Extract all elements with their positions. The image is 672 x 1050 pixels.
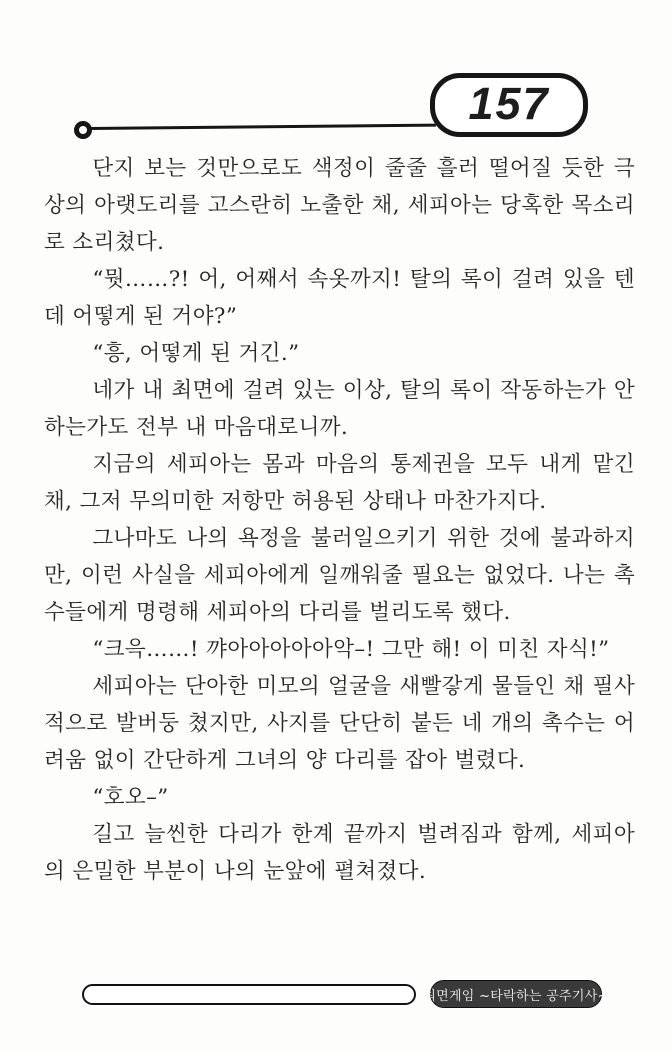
paragraph: 길고 늘씬한 다리가 한계 끝까지 벌려짐과 함께, 세피아의 은밀한 부분이 나의 눈앞에 펼쳐졌다. [44,822,635,884]
paragraph: 지금의 세피아는 몸과 마음의 통제권을 모두 내게 맡긴 채, 그저 무의미한 저항만 허용된 상태나 마찬가지다. [44,452,635,514]
paragraph: “흥, 어떻게 된 거긴.” [92,341,300,366]
paragraph: 단지 보는 것만으로도 색정이 줄줄 흘러 떨어질 듯한 극상의 아랫도리를 고스란히 노출한 채, 세피아는 당혹한 목소리로 소리쳤다. [44,156,635,255]
series-title: 최면게임 ~타락하는 공주기사~ [423,988,609,1004]
paragraph: “호오–” [92,785,169,810]
series-title-badge [423,980,609,1008]
footer-capsule-ornament [82,984,416,1005]
paragraph: 네가 내 최면에 걸려 있는 이상, 탈의 록이 작동하는가 안 하는가도 전부 내 마음대로니까. [44,378,635,440]
paragraph: “뭣……?! 어, 어째서 속옷까지! 탈의 록이 걸려 있을 텐데 어떻게 된 거야?” [44,267,635,329]
page-number: 157 [468,78,550,129]
page-number-badge [430,73,588,137]
paragraph: 그나마도 나의 욕정을 불러일으키기 위한 것에 불과하지만, 이런 사실을 세피아에게 일깨워줄 필요는 없었다. 나는 촉수들에게 명령해 세피아의 다리를 벌리도록 했다. [44,526,635,625]
header-rule-line [88,124,436,130]
paragraph: 세피아는 단아한 미모의 얼굴을 새빨갛게 물들인 채 필사적으로 발버둥 쳤지만, 사지를 단단히 붙든 네 개의 촉수는 어려움 없이 간단하게 그녀의 양 다리를 잡아 벌렸다. [44,674,635,773]
page-body [44,150,635,890]
header-ring-ornament [74,121,92,139]
paragraph: “크윽……! 꺄아아아아아악–! 그만 해! 이 미친 자식!” [92,637,610,662]
